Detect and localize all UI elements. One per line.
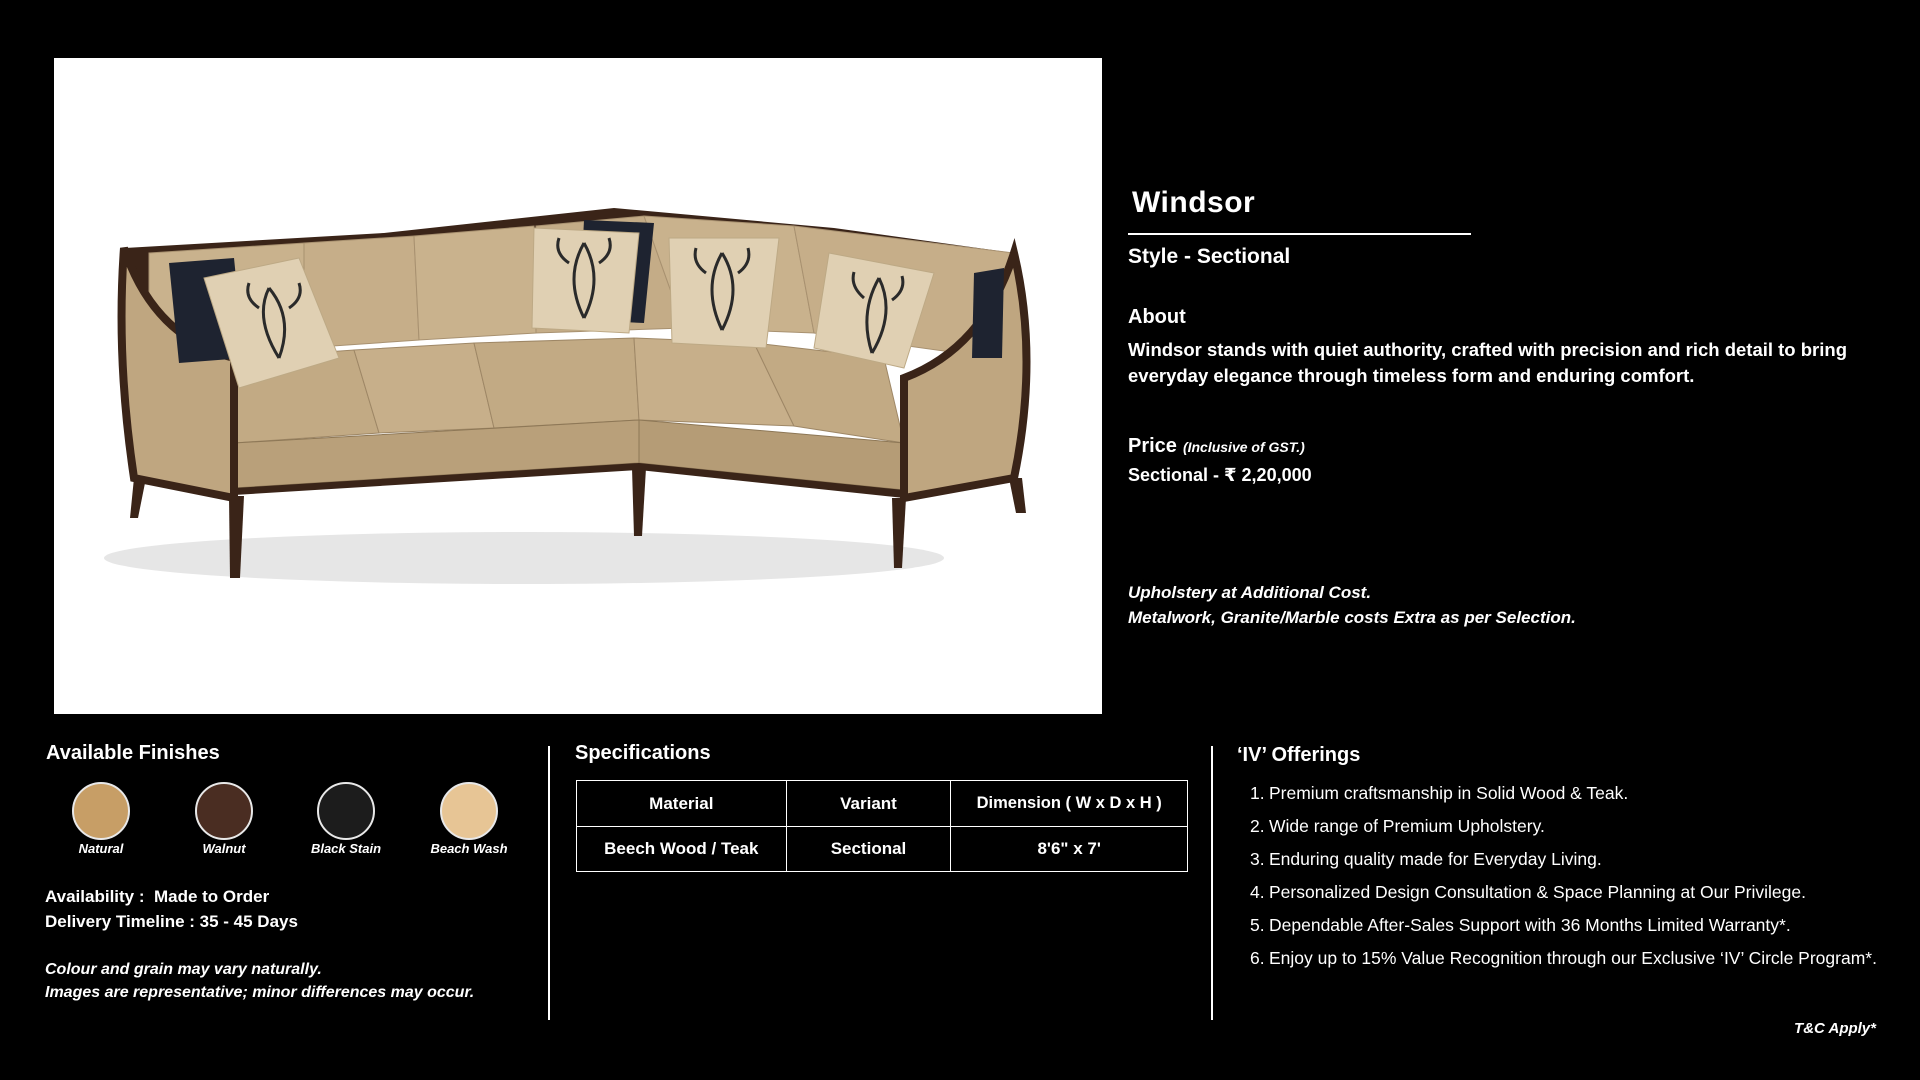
availability: Availability : Made to Order xyxy=(45,887,270,906)
cost-note: Metalwork, Granite/Marble costs Extra as per Selection. xyxy=(1128,608,1576,627)
list-text: Personalized Design Consultation & Space Planning at Our Privilege. xyxy=(1269,882,1806,902)
disclaimer-line: Images are representative; minor differences may occur. xyxy=(45,984,475,1001)
list-item xyxy=(1250,876,1890,909)
finish-swatch-natural[interactable] xyxy=(72,782,130,840)
product-style: Style - Sectional xyxy=(1128,245,1291,268)
cost-notes xyxy=(1128,580,1576,630)
cost-note: Upholstery at Additional Cost. xyxy=(1128,583,1372,602)
disclaimer-line: Colour and grain may vary naturally. xyxy=(45,961,322,978)
price-value: Sectional - ₹ 2,20,000 xyxy=(1128,465,1312,485)
section-divider xyxy=(1211,746,1213,1020)
table-cell: Sectional xyxy=(786,827,951,872)
delivery-timeline: Delivery Timeline : 35 - 45 Days xyxy=(45,912,298,931)
offerings-list xyxy=(1250,777,1890,975)
finish-label: Black Stain xyxy=(310,841,382,856)
product-image xyxy=(54,58,1102,714)
section-divider xyxy=(548,746,550,1020)
list-number: 3. xyxy=(1250,849,1265,869)
price-heading-label: Price xyxy=(1128,435,1177,457)
finish-label: Walnut xyxy=(202,841,246,856)
price-note: (Inclusive of GST.) xyxy=(1182,439,1305,455)
list-item xyxy=(1250,909,1890,942)
table-cell: Beech Wood / Teak xyxy=(577,827,787,872)
about-text: Windsor stands with quiet authority, crafted with precision and rich detail to bring everyday elegance through timeless form and enduring comfort. xyxy=(1128,339,1847,386)
list-item xyxy=(1250,777,1890,810)
list-number: 4. xyxy=(1250,882,1265,902)
list-text: Enjoy up to 15% Value Recognition through our Exclusive ‘IV’ Circle Program*. xyxy=(1269,948,1877,968)
title-divider xyxy=(1128,233,1471,235)
sectional-sofa-illustration xyxy=(54,58,1102,714)
terms-note: T&C Apply* xyxy=(1794,1020,1876,1037)
specifications-table xyxy=(576,780,1188,872)
specifications-heading: Specifications xyxy=(575,742,711,764)
table-row xyxy=(577,827,1188,872)
list-text: Enduring quality made for Everyday Living. xyxy=(1269,849,1602,869)
table-header: Dimension ( W x D x H ) xyxy=(951,781,1188,827)
finish-swatch-beach-wash[interactable] xyxy=(440,782,498,840)
finishes-heading: Available Finishes xyxy=(46,742,220,764)
list-number: 6. xyxy=(1250,948,1265,968)
list-text: Premium craftsmanship in Solid Wood & Teak. xyxy=(1269,783,1629,803)
about-heading: About xyxy=(1128,306,1186,328)
table-header-row xyxy=(577,781,1188,827)
list-number: 2. xyxy=(1250,816,1265,836)
finish-label: Natural xyxy=(78,841,124,856)
finish-swatch-walnut[interactable] xyxy=(195,782,253,840)
disclaimer xyxy=(45,958,474,1004)
list-text: Dependable After-Sales Support with 36 Months Limited Warranty*. xyxy=(1269,915,1791,935)
list-item xyxy=(1250,843,1890,876)
product-title: Windsor xyxy=(1132,186,1256,219)
table-header: Variant xyxy=(786,781,951,827)
list-item xyxy=(1250,810,1890,843)
table-header: Material xyxy=(577,781,787,827)
offerings-heading: ‘IV’ Offerings xyxy=(1237,744,1361,766)
list-item xyxy=(1250,942,1890,975)
finish-swatch-black-stain[interactable] xyxy=(317,782,375,840)
list-text: Wide range of Premium Upholstery. xyxy=(1269,816,1545,836)
finish-label: Beach Wash xyxy=(430,841,508,856)
table-cell: 8'6" x 7' xyxy=(951,827,1188,872)
price-heading xyxy=(1128,435,1305,458)
list-number: 5. xyxy=(1250,915,1265,935)
list-number: 1. xyxy=(1250,783,1265,803)
availability-info xyxy=(45,884,298,934)
